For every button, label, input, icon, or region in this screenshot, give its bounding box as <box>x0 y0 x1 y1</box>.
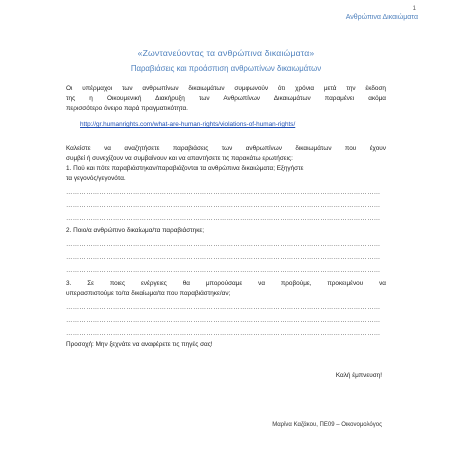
question-3 <box>66 279 386 299</box>
task-line: συμβεί ή συνεχίζουν να συμβαίνουν και να απαντήσετε τις παρακάτω ερωτήσεις: <box>66 155 293 162</box>
question-1-line: 1. Πού και πότε παραβιάστηκαν/παραβιάζονται τα ανθρώπινα δικαιώματα; Εξηγήστε <box>66 165 304 172</box>
question-3-line: υπερασπιστούμε το/τα δικαίωμα/τα που παραβιάστηκε/αν; <box>66 290 231 297</box>
answer-line[interactable]: …………………………………………………………………………………………………………………………… <box>66 254 381 261</box>
task-line: Καλείστε να αναζητήσετε παραβιάσεις των ανθρωπίνων δικαιωμάτων που έχουν <box>66 145 386 152</box>
footer-author: Μαρίνα Καζάκου, ΠΕ09 – Οικονομολόγος <box>272 422 382 428</box>
task-paragraph <box>66 144 386 164</box>
page-number: 1 <box>412 6 416 12</box>
question-1 <box>66 164 386 184</box>
header-title: Ανθρώπινα Δικαιώματα <box>345 14 418 21</box>
question-3-line: 3. Σε ποιες ενέργειες θα μπορούσαμε να προβούμε, προκειμένου να <box>66 280 386 287</box>
answer-line[interactable]: …………………………………………………………………………………………………………………………… <box>66 241 381 248</box>
sources-note: Προσοχή: Μην ξεχνάτε να αναφέρετε τις πηγές σας! <box>66 341 213 348</box>
answer-line[interactable]: …………………………………………………………………………………………………………………………… <box>66 330 381 337</box>
closing-text: Καλή έμπνευση! <box>335 372 382 379</box>
intro-line: Οι υπέρμαχοι των ανθρωπίνων δικαιωμάτων συμφωνούν ότι χρόνια μετά την έκδοση <box>66 85 386 92</box>
answer-line[interactable]: …………………………………………………………………………………………………………………………… <box>66 202 381 209</box>
document-subtitle: Παραβιάσεις και προάσπιση ανθρωπίνων δικαιωμάτων <box>130 64 322 73</box>
answer-line[interactable]: …………………………………………………………………………………………………………………………… <box>66 189 381 196</box>
answer-line[interactable]: …………………………………………………………………………………………………………………………… <box>66 215 381 222</box>
intro-line: περισσότερο όνειρο παρά πραγματικότητα. <box>66 105 188 112</box>
intro-paragraph <box>66 84 386 114</box>
question-2: 2. Ποιο/α ανθρώπινο δικαίωμα/τα παραβιάστηκε; <box>66 227 205 234</box>
answer-line[interactable]: …………………………………………………………………………………………………………………………… <box>66 304 381 311</box>
answer-line[interactable]: …………………………………………………………………………………………………………………………… <box>66 317 381 324</box>
document-title: «Ζωντανεύοντας τα ανθρώπινα δικαιώματα» <box>137 48 315 58</box>
source-link[interactable]: http://gr.humanrights.com/what-are-human-rights/violations-of-human-rights/ <box>80 121 296 128</box>
answer-line[interactable]: …………………………………………………………………………………………………………………………… <box>66 267 381 274</box>
question-1-line: τα γεγονός/γεγονότα. <box>66 175 126 182</box>
intro-line: της η Οικουμενική Διακήρυξη των Ανθρωπίνων Δικαιωμάτων παραμένει ακόμα <box>66 95 386 102</box>
